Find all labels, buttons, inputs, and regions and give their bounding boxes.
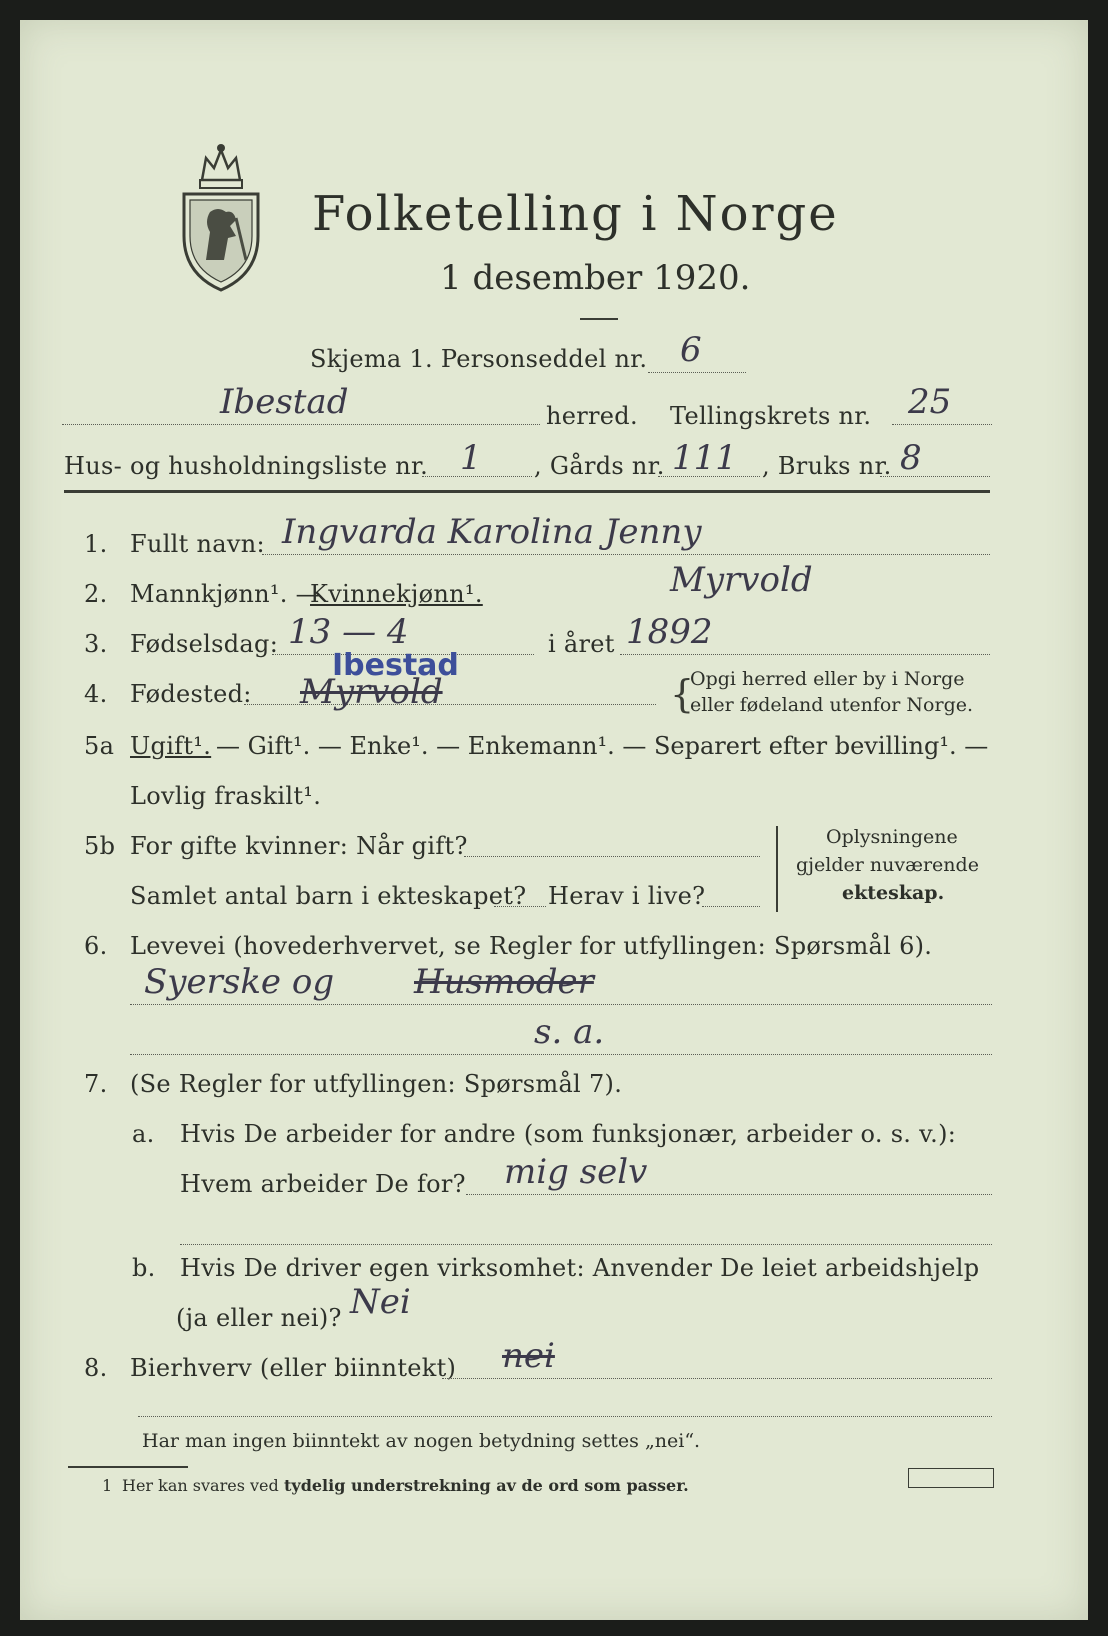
footnote-number: 1 [102,1476,113,1495]
q2-number: 2. [84,580,108,608]
bruks-line [880,476,990,477]
header-rule [64,490,990,493]
q7-label: (Se Regler for utfyllingen: Spørsmål 7). [130,1070,623,1098]
footer-note: Har man ingen biinntekt av nogen betydning settes „nei“. [142,1430,701,1452]
bruks-value: 8 [900,438,922,478]
q5a-number: 5a [84,732,115,760]
form-title: Folketelling i Norge [312,186,839,242]
footnote-text-a: Her kan svares ved [122,1476,279,1495]
census-date: 1 desember 1920. [440,258,751,298]
personseddel-line [648,372,746,373]
alive-line [702,906,760,907]
footnote-rule [68,1466,188,1468]
occupation-value-b: Husmoder [414,962,594,1002]
q6-line-2 [130,1054,992,1055]
side-income-value: nei [502,1336,555,1376]
q4-note-1: Opgi herred eller by i Norge [690,668,965,690]
q4-label: Fødested: [130,680,252,708]
q4-number: 4. [84,680,108,708]
herred-line [62,424,540,425]
personseddel-number: 6 [680,330,702,370]
q5b-label-2: Samlet antal barn i ekteskapet? [130,882,527,910]
q1-number: 1. [84,530,108,558]
q2-mann: Mannkjønn¹. — [130,580,320,608]
q5b-note-3: ekteskap. [842,882,945,904]
birth-year-value: 1892 [626,612,713,652]
q7b-text: Hvis De driver egen virksomhet: Anvender De leiet arbeidshjelp [180,1254,980,1282]
q5b-note-1: Oplysningene [826,826,958,848]
q7a-line-1 [466,1194,992,1195]
year-line [620,654,990,655]
q5a-ugift: Ugift¹. [130,732,212,760]
hus-value: 1 [460,438,482,478]
q7a-question: Hvem arbeider De for? [180,1170,466,1198]
q6-label: Levevei (hovederhvervet, se Regler for utfyllingen: Spørsmål 6). [130,932,933,960]
q4-note-2: eller fødeland utenfor Norge. [690,694,974,716]
tellingskrets-line [892,424,992,425]
q4-brace: { [670,672,695,716]
hired-help-value: Nei [350,1282,411,1322]
herred-value: Ibestad [220,382,349,422]
q7a-line-2 [180,1244,992,1245]
printer-mark [908,1468,994,1488]
occupation-value-2: s. a. [534,1012,605,1052]
q1-value-surname: Myrvold [670,560,813,600]
q8-label: Bierhverv (eller biinntekt) [130,1354,457,1382]
bruks-label: , Bruks nr. [762,452,892,480]
q8-line-2 [138,1416,992,1417]
q7b-question: (ja eller nei)? [176,1304,342,1332]
q6-line-1 [130,1004,992,1005]
q8-number: 8. [84,1354,108,1382]
hus-label: Hus- og husholdningsliste nr. [64,452,429,480]
q5b-note-2: gjelder nuværende [796,854,979,876]
q5b-bracket [776,826,778,912]
skjema-label: Skjema 1. Personseddel nr. [310,345,648,373]
q1-label: Fullt navn: [130,530,265,558]
q5b-number: 5b [84,832,116,860]
q5a-fraskilt: Lovlig fraskilt¹. [130,782,322,810]
gards-label: , Gårds nr. [534,452,665,480]
birth-day-value: 13 — 4 [288,612,409,652]
q1-value: Ingvarda Karolina Jenny [282,512,702,552]
q5b-label-1: For gifte kvinner: Når gift? [130,832,468,860]
census-form [20,20,1088,1620]
q2-kvinne: Kvinnekjønn¹. [310,580,483,608]
gards-value: 111 [672,438,737,478]
q7a-text: Hvis De arbeider for andre (som funksjonær, arbeider o. s. v.): [180,1120,957,1148]
q6-number: 6. [84,932,108,960]
birthplace-stamp: Ibestad [332,648,459,683]
q3-number: 3. [84,630,108,658]
q7a-letter: a. [132,1120,155,1148]
q7b-letter: b. [132,1254,156,1282]
tellingskrets-label: Tellingskrets nr. [670,402,872,430]
occupation-value-a: Syerske og [144,962,335,1002]
q5a-options: — Gift¹. — Enke¹. — Enkemann¹. — Separert efter bevilling¹. — [216,732,989,760]
when-married-line [464,856,760,857]
q5b-label-3: Herav i live? [548,882,706,910]
year-label: i året [548,630,615,658]
tellingskrets-value: 25 [908,382,952,422]
q3-label: Fødselsdag: [130,630,279,658]
divider [580,318,618,320]
footnote-text-b: tydelig understrekning av de ord som passer. [284,1476,689,1495]
norwegian-coat-of-arms-icon [180,140,262,292]
children-line [494,906,546,907]
q7-number: 7. [84,1070,108,1098]
birthplace-value: Myrvold [300,672,443,712]
q8-line [442,1378,992,1379]
q1-line [262,554,990,555]
herred-label: herred. [546,402,638,430]
employer-value: mig selv [504,1152,648,1192]
